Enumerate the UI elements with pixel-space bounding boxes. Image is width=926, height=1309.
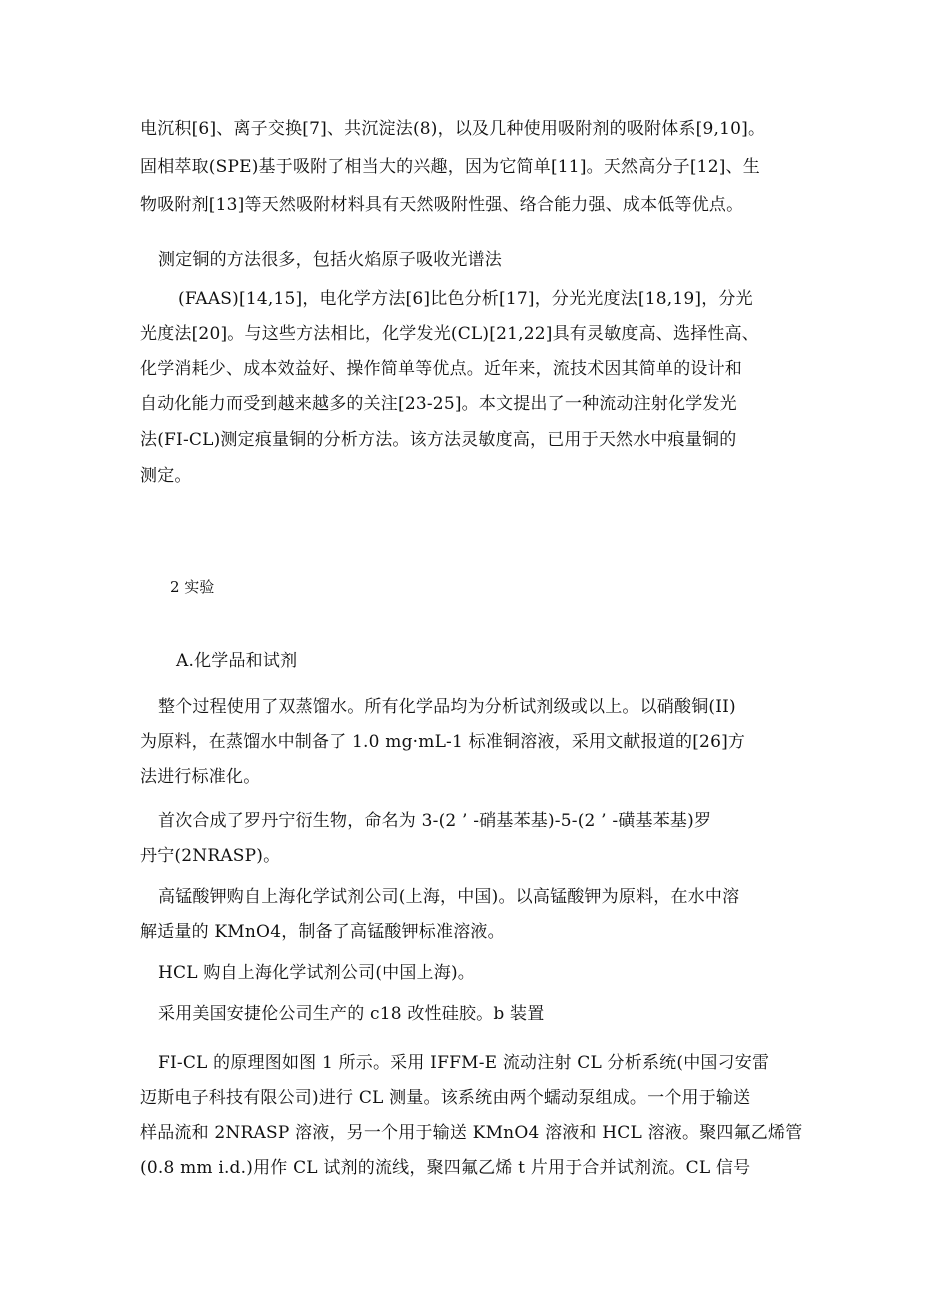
text-line: (0.8 mm i.d.)用作 CL 试剂的流线，聚四氟乙烯 t 片用于合并试剂流。CL 信号 [140, 1158, 751, 1178]
text-line: 物吸附剂[13]等天然吸附材料具有天然吸附性强、络合能力强、成本低等优点。 [140, 195, 744, 215]
text-line: 法(FI-CL)测定痕量铜的分析方法。该方法灵敏度高，已用于天然水中痕量铜的 [140, 430, 737, 450]
text-line: 丹宁(2NRASP)。 [140, 846, 281, 866]
text-line: 高锰酸钾购自上海化学试剂公司(上海，中国)。以高锰酸钾为原料，在水中溶 [158, 887, 740, 907]
text-line: (FAAS)[14,15]，电化学方法[6]比色分析[17]，分光光度法[18,19]，分光 [178, 289, 753, 309]
text-line: 整个过程使用了双蒸馏水。所有化学品均为分析试剂级或以上。以硝酸铜(II) [158, 697, 736, 717]
hcl-paragraph: HCL 购自上海化学试剂公司(中国上海)。 [158, 963, 475, 983]
text-line: 测定铜的方法很多，包括火焰原子吸收光谱法 [158, 250, 502, 270]
subsection-heading: A.化学品和试剂 [176, 651, 298, 671]
section-heading: 2 实验 [170, 578, 215, 596]
text-line: 化学消耗少、成本效益好、操作简单等优点。近年来，流技术因其简单的设计和 [140, 359, 742, 379]
text-line: 固相萃取(SPE)基于吸附了相当大的兴趣，因为它简单[11]。天然高分子[12]、生 [140, 157, 760, 177]
text-line: 首次合成了罗丹宁衍生物，命名为 3-(2 ’ -硝基苯基)-5-(2 ’ -磺基苯基)罗 [158, 811, 712, 831]
text-line: 迈斯电子科技有限公司)进行 CL 测量。该系统由两个蠕动泵组成。一个用于输送 [140, 1088, 751, 1108]
text-line: 光度法[20]。与这些方法相比，化学发光(CL)[21,22]具有灵敏度高、选择性高、 [140, 324, 759, 344]
text-line: 测定。 [140, 466, 192, 486]
text-line: 电沉积[6]、离子交换[7]、共沉淀法(8)，以及几种使用吸附剂的吸附体系[9,10]。 [140, 119, 766, 139]
silica-paragraph: 采用美国安捷伦公司生产的 c18 改性硅胶。b 装置 [158, 1004, 545, 1024]
text-line: 样品流和 2NRASP 溶液，另一个用于输送 KMnO4 溶液和 HCL 溶液。聚四氟乙烯管 [140, 1123, 803, 1143]
text-line: FI-CL 的原理图如图 1 所示。采用 IFFM-E 流动注射 CL 分析系统(中国刁安雷 [158, 1053, 770, 1073]
text-line: 解适量的 KMnO4，制备了高锰酸钾标准溶液。 [140, 922, 505, 942]
text-line: 法进行标准化。 [140, 767, 261, 787]
text-line: 自动化能力而受到越来越多的关注[23-25]。本文提出了一种流动注射化学发光 [140, 394, 737, 414]
text-line: 为原料，在蒸馏水中制备了 1.0 mg·mL-1 标准铜溶液，采用文献报道的[26]方 [140, 732, 746, 752]
